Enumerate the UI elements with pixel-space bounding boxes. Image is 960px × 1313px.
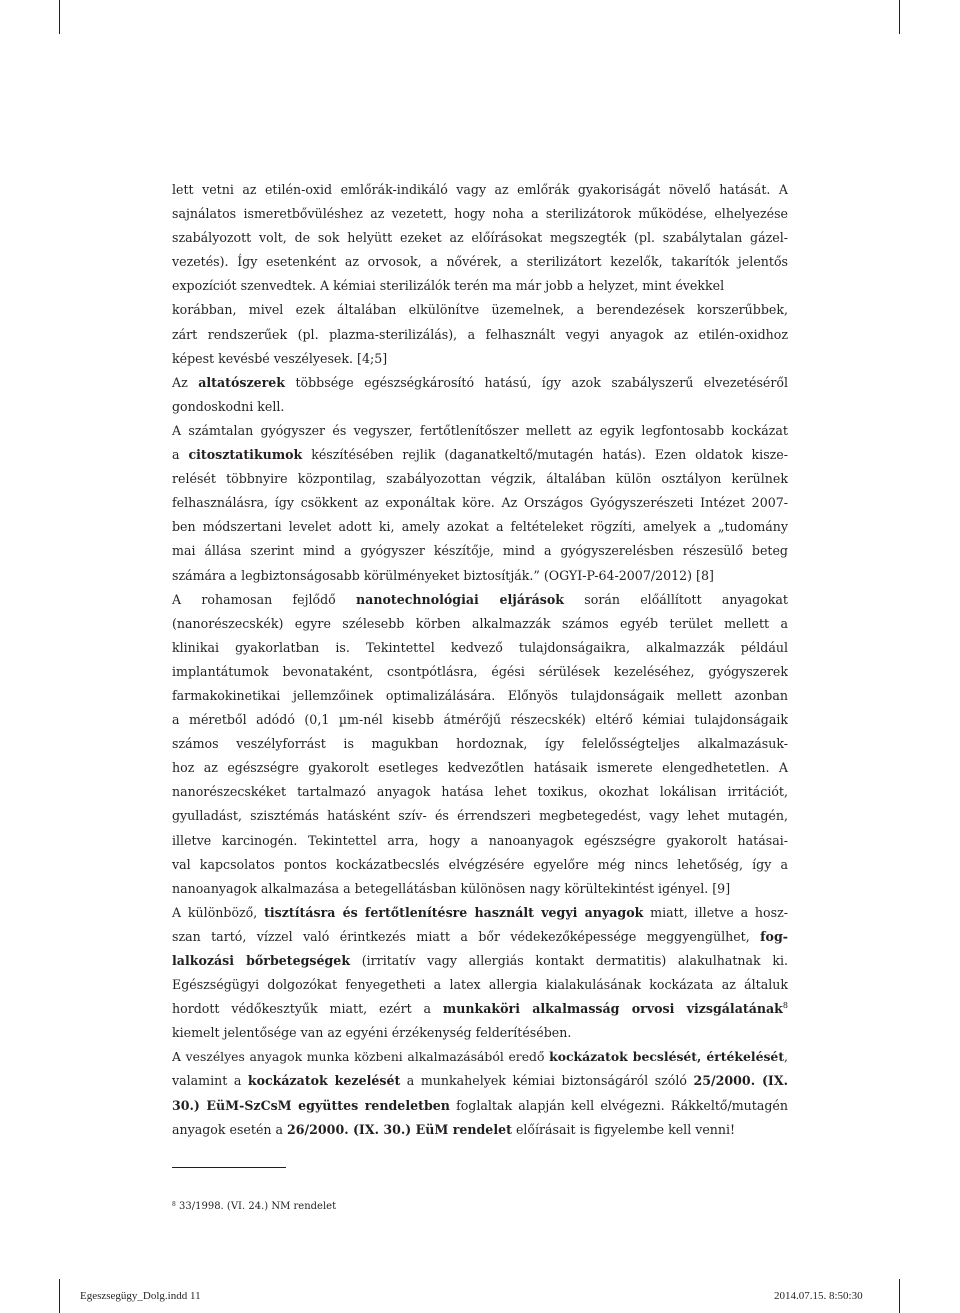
text-line [172,467,788,491]
footnote-ref: 8 [782,1001,788,1011]
text-run: többsége egészségkárosító hatású, így azok szabályszerű elvezetéséről [285,374,788,390]
text-line [172,660,788,684]
bold-term: lalkozási bőrbetegségek [172,953,351,968]
text-run: kiemelt jelentősége van az egyéni érzékenység felderítésében. [172,1025,572,1041]
text-line [172,780,788,804]
text-line [172,443,788,467]
text-run: nanoanyagok alkalmazása a betegellátásban különösen nagy körültekintést igényel. [9] [172,880,731,896]
text-line [172,925,788,949]
text-run: képest kevésbé veszélyesek. [4;5] [172,350,388,366]
bold-term: nanotechnológiai eljárások [356,591,564,607]
text-line [172,178,788,202]
footnote [172,1201,336,1212]
text-run: zárt rendszerűek (pl. plazma-sterilizálás), a felhasznált vegyi anyagok az etilén-oxidhoz [172,326,788,342]
bold-term: 30.) EüM-SzCsM együttes rendeletben [172,1097,450,1113]
text-run: farmakokinetikai jellemzőinek optimalizálására. Előnyös tulajdonságaik mellett azonban [172,687,788,703]
text-line [172,250,788,274]
text-line [172,684,788,708]
slug-timestamp: 2014.07.15. 8:50:30 [774,1290,863,1302]
text-run: A rohamosan fejlődő [172,591,357,607]
text-line [172,371,788,395]
bold-term: altatószerek [198,374,285,390]
body-text [172,178,788,1142]
text-run: szan tartó, vízzel való érintkezés miatt a bőr védekezőképessége meggyengülhet, [172,928,761,944]
text-run: számos veszélyforrást is magukban hordoznak, így felelősségteljes alkalmazásuk- [172,736,788,752]
text-line [172,347,788,371]
text-line [172,564,788,588]
text-run: előírásait is figyelembe kell venni! [511,1121,736,1137]
bold-term: kockázatok kezelését [247,1073,401,1089]
text-line [172,1094,788,1118]
text-run: felhasználásra, így csökkent az exponáltak köre. Az Országos Gyógyszerészeti Intézet 2007- [172,495,788,511]
text-line [172,395,788,419]
text-run: nanorészecskéket tartalmazó anyagok hatása lehet toxikus, okozhat lokálisan irritációt, [172,784,788,800]
text-line [172,1021,788,1045]
text-run: a munkahelyek kémiai biztonságáról szóló [400,1073,694,1089]
text-run: val kapcsolatos pontos kockázatbecslés elvégzésére egyelőre még nincs lehetőség, így a [172,856,788,872]
text-run: illetve karcinogén. Tekintettel arra, hogy a nanoanyagok egészségre gyakorolt hatásai- [172,832,788,848]
text-line [172,323,788,347]
text-line [172,539,788,563]
bold-term: 25/2000. (IX. [693,1073,788,1089]
bold-term: fog- [760,928,788,944]
bold-term: munkaköri alkalmasság orvosi vizsgálatának [442,1001,783,1017]
text-line [172,804,788,828]
text-run: Egészségügyi dolgozókat fenyegetheti a latex allergia kialakulásának kockázata az általuk [172,977,788,993]
text-run: implantátumok bevonataként, csontpótlásra, égési sérülések kezeléséhez, gyógyszerek [172,663,788,679]
text-run: mai állása szerint mind a gyógyszer készítője, mind a gyógyszerelésben részesülő beteg [172,543,788,559]
footnote-text: 33/1998. (VI. 24.) NM rendelet [179,1201,337,1212]
slug-file-name: Egeszsegügy_Dolg.indd 11 [80,1290,201,1302]
text-run: sajnálatos ismeretbővüléshez az vezetett, hogy noha a sterilizátorok működése, elhelyezése [172,206,788,222]
text-line [172,997,788,1021]
text-run: a méretből adódó (0,1 µm-nél kisebb átmérőjű részecskék) eltérő kémiai tulajdonságaik [172,712,788,728]
text-line [172,829,788,853]
text-run: , [784,1049,788,1065]
crop-mark-bottom-left [59,1279,60,1313]
text-run: számára a legbiztonságosabb körülményeket biztosítják.” (OGYI-P-64-2007/2012) [8] [172,567,714,583]
text-run: vezetés). Így esetenként az orvosok, a nővérek, a sterilizátort kezelők, takarítók jelentős [172,254,788,270]
text-run: gyulladást, szisztémás hatásként szív- és érrendszeri megbetegedést, vagy lehet mutagén, [172,808,788,824]
text-run: készítésében rejlik (daganatkeltő/mutagén hatás). Ezen oldatok kisze- [302,447,788,463]
text-line [172,588,788,612]
text-run: A számtalan gyógyszer és vegyszer, fertőtlenítőszer mellett az egyik legfontosabb kockázat [172,422,788,438]
text-line [172,877,788,901]
text-run: A veszélyes anyagok munka közbeni alkalmazásából eredő [172,1049,550,1065]
text-line [172,1045,788,1069]
text-line [172,949,788,973]
text-line [172,298,788,322]
text-line [172,708,788,732]
text-line [172,756,788,780]
text-line [172,515,788,539]
footnote-rule [172,1167,286,1168]
text-line [172,1118,788,1142]
crop-mark-bottom-right [899,1279,900,1313]
text-line [172,226,788,250]
text-line [172,636,788,660]
text-run: klinikai gyakorlatban is. Tekintettel kedvező tulajdonságaikra, alkalmazzák például [172,639,788,655]
text-line [172,419,788,443]
text-run: anyagok esetén a [172,1121,288,1137]
text-run: a [172,447,189,463]
text-run: relését többnyire központilag, szabályozottan végzik, általában külön osztályon kerülnek [172,471,788,487]
text-line [172,732,788,756]
bold-term: kockázatok becslését, értékelését [549,1049,785,1065]
bold-term: 26/2000. (IX. 30.) EüM rendelet [287,1121,512,1137]
crop-mark-top-right [899,0,900,34]
text-run: valamint a [172,1073,248,1089]
crop-mark-top-left [59,0,60,34]
text-run: A különböző, [172,904,265,920]
text-line [172,202,788,226]
text-run: Az [172,374,199,390]
text-line [172,853,788,877]
text-run: gondoskodni kell. [172,398,285,414]
text-run: (nanorészecskék) egyre szélesebb körben alkalmazzák számos egyéb terület mellett a [172,615,788,631]
text-run: hoz az egészségre gyakorolt esetleges kedvezőtlen hatásaik ismerete elengedhetetlen. A [172,760,788,776]
text-run: szabályozott volt, de sok helyütt ezeket az előírásokat megszegték (pl. szabálytalan gázel- [172,230,788,246]
text-run: expozíciót szenvedtek. A kémiai sterilizálók terén ma már jobb a helyzet, mint évekkel [172,278,725,294]
text-line [172,1069,788,1093]
footnote-mark: 8 [172,1201,176,1208]
text-line [172,901,788,925]
text-line [172,973,788,997]
text-run: korábban, mivel ezek általában elkülönítve üzemelnek, a berendezések korszerűbbek, [172,302,788,318]
bold-term: tisztításra és fertőtlenítésre használt vegyi anyagok [264,904,644,920]
text-run: során előállított anyagokat [564,591,788,607]
text-run: miatt, illetve a hosz- [643,904,788,920]
text-run: foglaltak alapján kell elvégezni. Rákkeltő/mutagén [449,1097,788,1113]
bold-term: citosztatikumok [188,447,303,463]
text-line [172,491,788,515]
text-run: lett vetni az etilén-oxid emlőrák-indikáló vagy az emlőrák gyakoriságát növelő hatását. A [172,182,788,197]
text-line [172,274,788,298]
text-run: (irritatív vagy allergiás kontakt dermatitis) alakulhatnak ki. [350,953,788,968]
text-line [172,612,788,636]
text-run: hordott védőkesztyűk miatt, ezért a [172,1001,443,1017]
text-run: ben módszertani levelet adott ki, amely azokat a feltételeket rögzíti, amelyek a „tudomány [172,519,788,535]
